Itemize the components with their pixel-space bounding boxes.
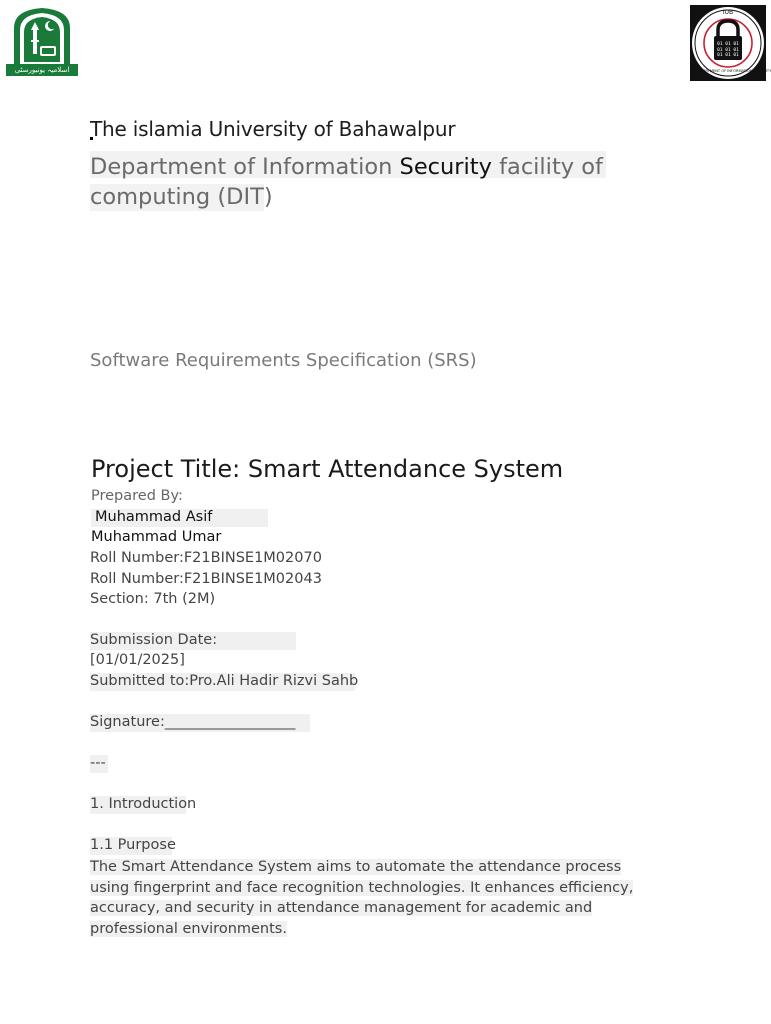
prepared-by-label: Prepared By: (91, 488, 183, 504)
section-heading-introduction: 1. Introduction (90, 796, 197, 812)
seal-ring-text: DEPARTMENT OF INFORMATION SECURITY (696, 69, 771, 73)
department-name (90, 152, 630, 212)
purpose-text: The Smart Attendance System aims to automate the attendance process using fingerprint and face recognition technologies. It enhances efficiency, accuracy, and security in attendance management for academic and professional environments. (90, 859, 634, 937)
project-title: Project Title: Smart Attendance System (91, 455, 564, 483)
submission-date-label: Submission Date: (90, 632, 218, 648)
signature-line: Signature:__________________ (90, 714, 296, 730)
roll-number: Roll Number:F21BINSE1M02043 (90, 571, 322, 587)
seal-bits (714, 42, 742, 59)
roll-number: Roll Number:F21BINSE1M02070 (90, 550, 322, 566)
subsection-heading-purpose: 1.1 Purpose (90, 837, 176, 853)
seal-top-text: IUB (722, 9, 734, 16)
seal-bit-row: 01 01 01 (717, 47, 739, 53)
submission-date: [01/01/2025] (90, 652, 185, 668)
department-seal-icon (690, 5, 771, 81)
department-name-part: facility of computing (DIT) (90, 154, 603, 210)
department-name-part: Department of Information (90, 154, 400, 180)
seal-bit-row: 01 01 01 (717, 42, 739, 47)
author-name: Muhammad Umar (91, 529, 222, 545)
section-info: Section: 7th (2M) (90, 591, 216, 607)
logo-caption: اسلامیہ یونیورسٹی بہاولپور (14, 66, 70, 86)
author-name: Muhammad Asif (95, 509, 213, 525)
department-name-security: Security (399, 154, 492, 180)
seal-bit-row: 01 01 01 (717, 53, 739, 58)
separator: --- (90, 755, 106, 771)
university-name: The islamia University of Bahawalpur (90, 117, 456, 141)
university-logo-icon (6, 6, 78, 86)
submitted-to: Submitted to:Pro.Ali Hadir Rizvi Sahb (90, 673, 359, 689)
document-type-title: Software Requirements Specification (SRS) (90, 350, 477, 371)
purpose-paragraph (90, 857, 660, 939)
